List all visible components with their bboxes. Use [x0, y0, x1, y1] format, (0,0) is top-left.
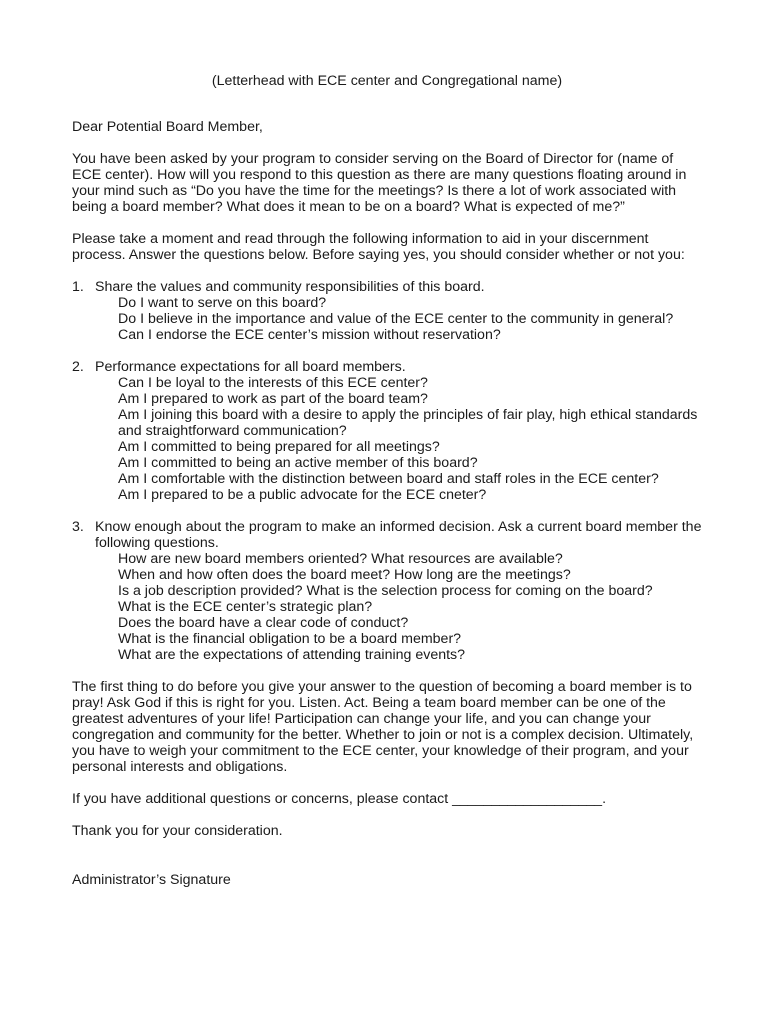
considerations-list — [72, 279, 702, 663]
section-number: 2. — [72, 359, 84, 375]
section-number: 1. — [72, 279, 84, 295]
question-item: What is the ECE center’s strategic plan? — [118, 599, 373, 615]
section-program-knowledge — [72, 519, 702, 663]
instructions-paragraph: Please take a moment and read through the following information to aid in your discernment process. Answer the questions below. Before saying yes, you should consider whether or not you: — [72, 231, 685, 263]
thank-you-line: Thank you for your consideration. — [72, 823, 283, 839]
section-heading: Performance expectations for all board members. — [95, 359, 406, 375]
question-item: Do I believe in the importance and value of the ECE center to the community in general? — [118, 311, 674, 327]
question-item: When and how often does the board meet? How long are the meetings? — [118, 567, 571, 583]
question-item: Am I joining this board with a desire to apply the principles of fair play, high ethical standards and straightforward communication? — [118, 407, 698, 439]
question-item: Am I committed to being an active member of this board? — [118, 455, 478, 471]
section-number: 3. — [72, 519, 84, 535]
question-list — [95, 375, 702, 503]
letter-page — [72, 72, 702, 888]
question-item: What are the expectations of attending training events? — [118, 647, 466, 663]
question-item: Am I committed to being prepared for all meetings? — [118, 439, 440, 455]
question-list — [95, 295, 702, 343]
section-values — [72, 279, 702, 343]
question-item: What is the financial obligation to be a board member? — [118, 631, 462, 647]
section-heading: Share the values and community responsibilities of this board. — [95, 279, 485, 295]
intro-paragraph: You have been asked by your program to consider serving on the Board of Director for (name of ECE center). How will you respond to this question as there are many questions floating around in your mind such as “Do you have the time for the meetings? Is there a lot of work associated with being a board member? What does it mean to be on a board? What is expected of me?” — [72, 151, 687, 215]
letterhead-placeholder: (Letterhead with ECE center and Congregational name) — [211, 73, 563, 89]
section-heading: Know enough about the program to make an informed decision. Ask a current board member the following questions. — [95, 519, 702, 551]
question-list — [95, 551, 702, 663]
question-item: Can I endorse the ECE center’s mission without reservation? — [118, 327, 501, 343]
section-performance — [72, 359, 702, 503]
question-item: Do I want to serve on this board? — [118, 295, 327, 311]
question-item: How are new board members oriented? What resources are available? — [118, 551, 563, 567]
closing-paragraph: The first thing to do before you give your answer to the question of becoming a board member is to pray! Ask God if this is right for you. Listen. Act. Being a team board member can be one of the greatest adventures of your life! Participation can change your life, and you can change your congregation and community for the better. Whether to join or not is a complex decision. Ultimately, you have to weigh your commitment to the ECE center, your knowledge of their program, and your personal interests and obligations. — [72, 679, 694, 775]
salutation: Dear Potential Board Member, — [72, 119, 263, 135]
question-item: Am I prepared to work as part of the board team? — [118, 391, 428, 407]
signature-line: Administrator’s Signature — [72, 872, 231, 888]
question-item: Can I be loyal to the interests of this ECE center? — [118, 375, 428, 391]
question-item: Am I prepared to be a public advocate for the ECE cneter? — [118, 487, 487, 503]
contact-line: If you have additional questions or concerns, please contact ___________________. — [72, 791, 607, 807]
question-item: Is a job description provided? What is the selection process for coming on the board? — [118, 583, 653, 599]
question-item: Am I comfortable with the distinction between board and staff roles in the ECE center? — [118, 471, 659, 487]
question-item: Does the board have a clear code of conduct? — [118, 615, 409, 631]
